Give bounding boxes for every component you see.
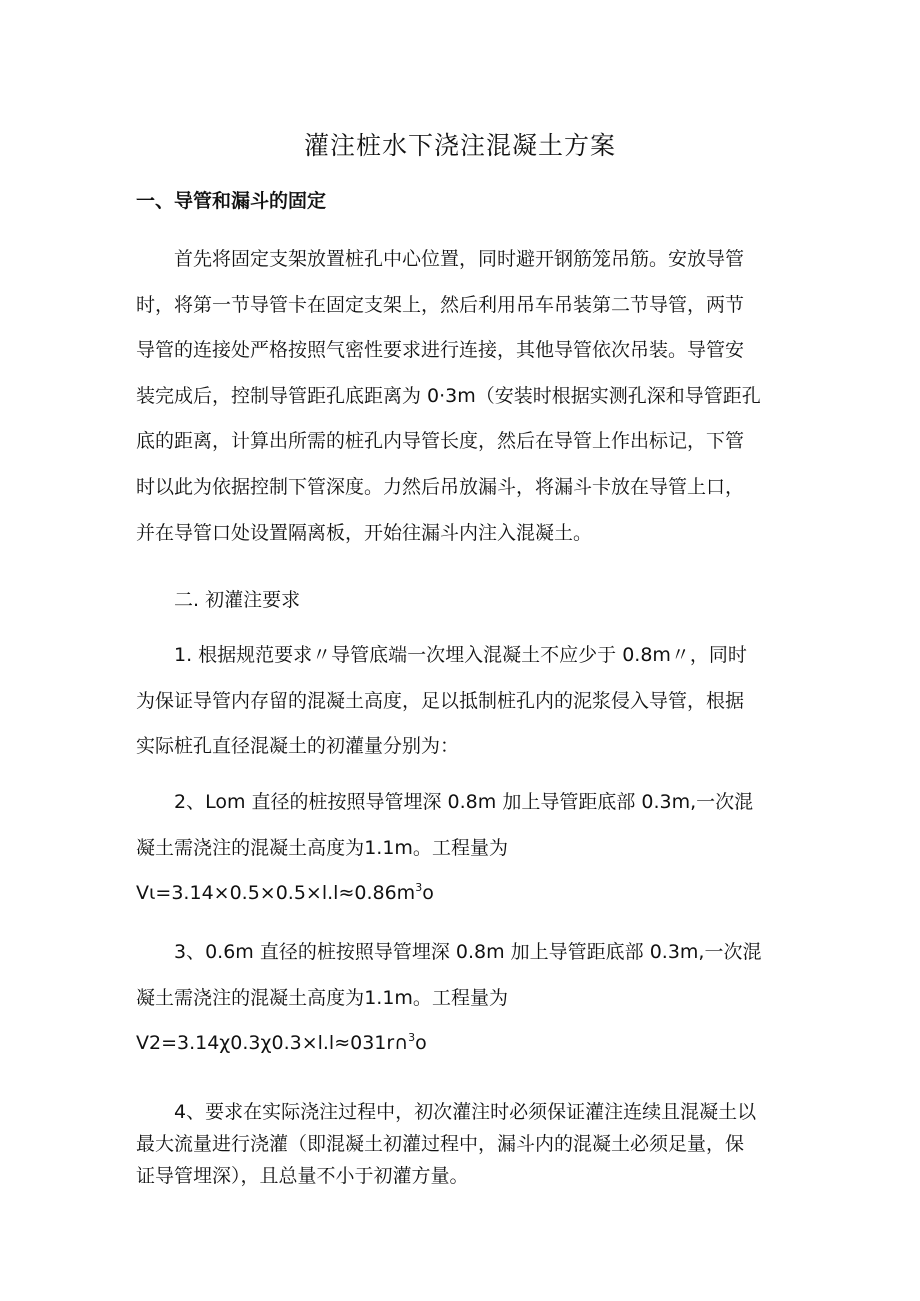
superscript: 3 — [415, 881, 423, 895]
spread-line — [136, 976, 786, 1022]
spread-word: 为 — [488, 986, 508, 1009]
formula-text: Vι=3.14×0.5×0.5×l.l≈0.86m — [136, 882, 416, 905]
spread-word: 土 — [288, 986, 308, 1009]
paragraph-line: 时以此为依据控制下管深度。力然后吊放漏斗，将漏斗卡放在导管上口， — [136, 475, 745, 498]
spread-word: 土 — [155, 836, 175, 859]
formula-end: o — [415, 1032, 427, 1055]
spread-word: 工 — [431, 836, 451, 859]
spread-word: 凝 — [136, 836, 156, 859]
item1-paragraph — [136, 633, 786, 770]
spread-word: 浇 — [193, 986, 213, 1009]
paragraph-line: 并在导管口处设置隔离板，开始往漏斗内注入混凝土。 — [136, 521, 593, 544]
spread-word: 1.1m — [364, 986, 413, 1009]
paragraph-line: 3、0.6m 直径的桩按照导管埋深 0.8m 加上导管距底部 0.3m,一次混 — [174, 941, 762, 963]
paragraph-line: 2、Lom 直径的桩按照导管埋深 0.8m 加上导管距底部 0.3m,一次混 — [174, 791, 754, 813]
spread-word: 量 — [469, 986, 489, 1009]
spread-word: 。 — [412, 986, 432, 1009]
spread-line — [136, 826, 786, 872]
paragraph-line: 证导管埋深），且总量不小于初灌方量。 — [136, 1165, 469, 1187]
spread-word: 工 — [431, 986, 451, 1009]
spread-word: 混 — [250, 836, 270, 859]
formula-line — [136, 871, 786, 917]
spread-word: 量 — [469, 836, 489, 859]
paragraph-line: 底的距离，计算出所需的桩孔内导管长度，然后在导管上作出标记，下管 — [136, 430, 745, 453]
spread-word: 需 — [174, 986, 194, 1009]
spread-word: 的 — [231, 836, 251, 859]
spread-word: 凝 — [269, 986, 289, 1009]
section1-paragraph — [136, 237, 786, 556]
spread-word: 土 — [288, 836, 308, 859]
spread-word: 为 — [345, 986, 365, 1009]
formula-end: o — [422, 882, 434, 905]
spread-word: 的 — [231, 986, 251, 1009]
section-heading-conduit-funnel: 一、导管和漏斗的固定 — [136, 190, 327, 212]
spread-word: 度 — [326, 986, 346, 1009]
spread-word: 凝 — [269, 836, 289, 859]
paragraph-line: 首先将固定支架放置桩孔中心位置，同时避开钢筋笼吊筋。安放导管 — [174, 248, 745, 270]
spread-word: 为 — [345, 836, 365, 859]
spread-word: 程 — [450, 836, 470, 859]
item2-paragraph — [136, 780, 786, 917]
spread-word: 土 — [155, 986, 175, 1009]
spread-word: 高 — [307, 986, 327, 1009]
spread-word: 为 — [488, 836, 508, 859]
spread-word: 需 — [174, 836, 194, 859]
superscript: 3 — [408, 1031, 416, 1045]
section2-heading-block — [136, 578, 786, 624]
spread-word: 注 — [212, 836, 232, 859]
document-title: 灌注桩水下浇注混凝土方案 — [303, 131, 616, 160]
spread-word: 高 — [307, 836, 327, 859]
item4-paragraph — [136, 1096, 786, 1192]
formula-line — [136, 1021, 786, 1067]
paragraph-line: 为保证导管内存留的混凝土高度，足以抵制桩孔内的泥浆侵入导管，根据 — [136, 689, 745, 712]
paragraph-line: 时，将第一节导管卡在固定支架上，然后利用吊车吊装第二节导管，两节 — [136, 293, 745, 316]
paragraph-line: 1. 根据规范要求〃导管底端一次埋入混凝土不应少于 0.8m〃，同时 — [174, 644, 747, 666]
spread-word: 凝 — [136, 986, 156, 1009]
spread-word: 注 — [212, 986, 232, 1009]
spread-word: 混 — [250, 986, 270, 1009]
paragraph-line: 装完成后，控制导管距孔底距离为 0·3m（安装时根据实测孔深和导管距孔 — [136, 384, 761, 407]
spread-word: 。 — [412, 836, 432, 859]
spread-word: 1.1m — [364, 836, 413, 859]
formula-text: V2=3.14χ0.3χ0.3×l.l≈031r∩ — [136, 1032, 409, 1055]
spread-word: 浇 — [193, 836, 213, 859]
paragraph-line: 最大流量进行浇灌（即混凝土初灌过程中，漏斗内的混凝土必须足量，保 — [136, 1133, 745, 1155]
section-heading-initial-pour: 二. 初灌注要求 — [174, 589, 301, 611]
spread-word: 度 — [326, 836, 346, 859]
spread-word: 程 — [450, 986, 470, 1009]
paragraph-line: 导管的连接处严格按照气密性要求进行连接，其他导管依次吊装。导管安 — [136, 339, 745, 362]
paragraph-line: 4、要求在实际浇注过程中，初次灌注时必须保证灌注连续且混凝土以 — [174, 1101, 757, 1123]
paragraph-line: 实际桩孔直径混凝土的初灌量分别为： — [136, 735, 460, 758]
item3-paragraph — [136, 930, 786, 1067]
